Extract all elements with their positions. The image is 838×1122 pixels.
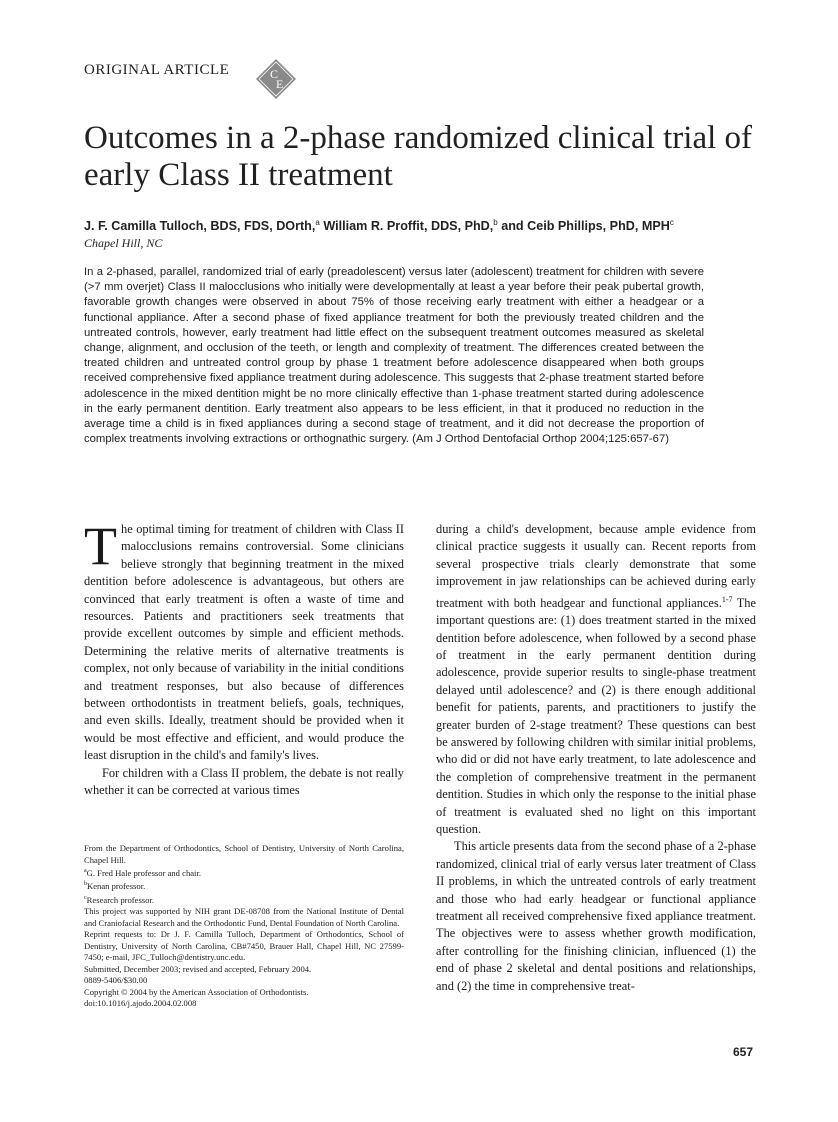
footnote-c: $^c$Research professor. [84,894,154,905]
author-affiliation-mark: c [669,218,674,227]
drop-cap: T [84,516,117,576]
footnote-reprints: Reprint requests to: Dr J. F. Camilla Tulloch, Department of Orthodontics, School of Dentistry, University of North Carolina, CB#7450, Brauer Hall, Chapel Hill, NC 27599-7450; e-mail, JFC_Tulloch@dentistry.unc.edu. [84,929,404,963]
article-title: Outcomes in a 2-phase randomized clinical trial of early Class II treatment [84,120,753,193]
footnote-affiliation: From the Department of Orthodontics, School of Dentistry, University of North Carolina, Chapel Hill. [84,843,404,865]
author-name: William R. Proffit, DDS, PhD, [323,219,494,234]
body-column-right [436,521,756,995]
author-list [84,218,784,233]
badge-letter-c: C [270,67,279,81]
badge-letter-e: E [276,77,284,91]
body-paragraph: For children with a Class II problem, the debate is not really whether it can be corrected at various times [84,765,404,798]
abstract: In a 2-phased, parallel, randomized trial of early (preadolescent) versus later (adolescent) treatment for children with severe (>7 mm overjet) Class II malocclusions who initially were developmentally at least a year before their peak pubertal growth, favorable growth changes were observed in about 75% of those receiving early treatment with either a headgear or a functional appliance. After a second phase of fixed appliance treatment for both the previously treated children and the untreated controls, however, early treatment had little effect on the subsequent treatment outcomes measured as skeletal change, alignment, and occlusion of the teeth, or length and complexity of treatment. The differences created between the treated children and untreated control group by phase 1 treatment before adolescence disappeared when both groups received comprehensive fixed appliance treatment during adolescence. This suggests that 2-phase treatment started before adolescence in the mixed dentition might be no more clinically effective than 1-phase treatment started during adolescence in the early permanent dentition. Early treatment also appears to be less efficient, in that it produced no reduction in the average time a child is in fixed appliances during a second stage of treatment, and it did not decrease the proportion of complex treatments involving extractions or orthognathic surgery. (Am J Orthod Dentofacial Orthop 2004;125:657-67) [84,266,704,446]
page-number: 657 [733,1045,754,1059]
author-name: and Ceib Phillips, PhD, MPH [501,219,670,234]
author-name: J. F. Camilla Tulloch, BDS, FDS, DOrth, [84,219,316,234]
footnote-a: $^a$G. Fred Hale professor and chair. [84,867,201,878]
footnote-copyright: Copyright © 2004 by the American Association of Orthodontists. [84,986,309,997]
footnote-submitted: Submitted, December 2003; revised and accepted, February 2004. [84,963,312,974]
citation-reference: 1-7 [721,594,733,604]
footnote-doi: doi:10.1016/j.ajodo.2004.02.008 [84,998,197,1009]
footnote-price: 0889-5406/$30.00 [84,975,148,986]
body-column-left [84,516,404,800]
footnotes [84,843,404,1010]
ce-badge-icon [255,58,297,100]
body-paragraph: This article presents data from the second phase of a 2-phase randomized, clinical trial of early versus later treatment of Class II problems, in which the untreated controls of early treatment and those who had early headgear or functional appliance treatment all received comprehensive fixed appliance treatment. The objectives were to assess whether growth modification, after controlling for the finishing clinician, influenced (1) the end of phase 2 skeletal and dental positions and relationships, and (2) the time in comprehensive treat- [436,839,756,993]
footnote-funding: This project was supported by NIH grant DE-08708 from the National Institute of Dental and Craniofacial Research and the Orthodontic Fund, Dental Foundation of North Carolina. [84,906,404,928]
author-affiliation-mark: b [493,218,498,227]
author-location: Chapel Hill, NC [84,236,163,250]
section-label: ORIGINAL ARTICLE [84,62,230,78]
body-paragraph: during a child's development, because ample evidence from clinical practice suggests it usually can. Recent reports from several prospective trials clearly demonstrate that some improvement in jaw relationships can be achieved during early treatment with both headgear and functional appliances.$^{1-7}$ The important questions are: (1) does treatment started in the mixed dentition before adolescence, when followed by a second phase of treatment in the early permanent dentition during adolescence, provide superior results to single-phase treatment delayed until adolescence? and (2) is there enough additional benefit for patients, parents, and practitioners to justify the greater burden of 2-stage treatment? These questions can best be answered by following children with similar initial problems, who did or did not have early treatment, to late adolescence and the completion of comprehensive treatment in the permanent dentition. Studies in which only the response to the initial phase of treatment is evaluated shed no light on this important question. [436,522,756,837]
footnote-b: $^b$Kenan professor. [84,881,146,892]
paragraph-text: he optimal timing for treatment of children with Class II malocclusions remains controversial. Some clinicians believe strongly that beginning treatment in the mixed dentition before adolescence is advantageous, but others are convinced that early treatment is often a waste of time and resources. Patients and practitioners seek treatments that provide excellent outcomes by simple and efficient methods. Determining the relative merits of alternative treatments is complex, not only because of variability in the initial conditions and treatment responses, but also because of differences between orthodontists in treatment beliefs, goals, techniques, and even skills. Ideally, treatment should be provided when it would be most effective and efficient, and would produce the least disruption in the child's and family's lives. [84,522,404,763]
author-affiliation-mark: a [315,218,320,227]
body-paragraph [84,516,404,765]
